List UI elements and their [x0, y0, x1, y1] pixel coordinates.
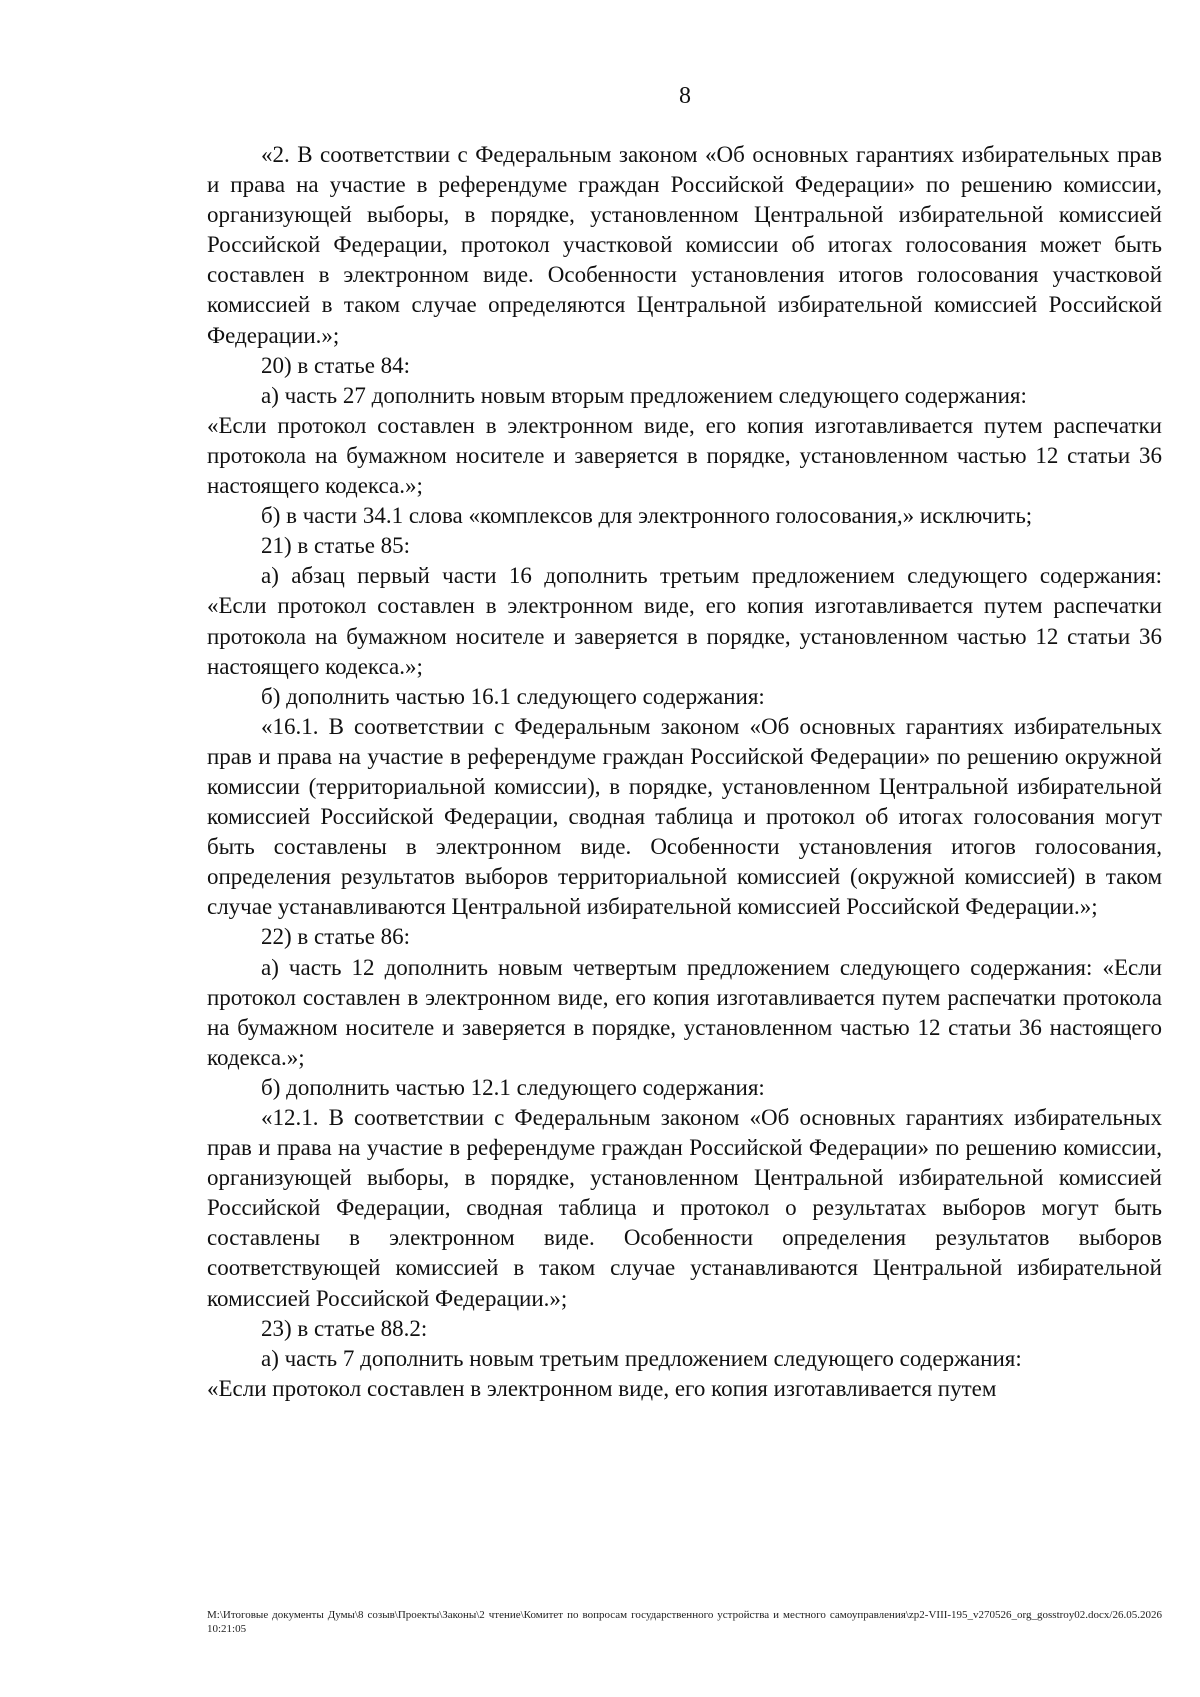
page-number: 8	[679, 83, 691, 109]
paragraph: «Если протокол составлен в электронном виде, его копия изготавливается путем	[207, 1375, 997, 1401]
paragraph: б) дополнить частью 16.1 следующего содержания:	[261, 683, 765, 709]
paragraph: «12.1. В соответствии с Федеральным законом «Об основных гарантиях избирательных прав и права на участие в референдуме граждан Российской Федерации» по решению комиссии, организующей выборы, в порядке, установленном Центральной избирательной комиссией Российской Федерации, сводная таблица и протокол о результатах выборов могут быть составлены в электронном виде. Особенности определения результатов выборов соответствующей комиссией в таком случае устанавливаются Центральной избирательной комиссией Российской Федерации.»;	[207, 1105, 1162, 1311]
paragraph: б) дополнить частью 12.1 следующего содержания:	[261, 1074, 765, 1100]
paragraph: «2. В соответствии с Федеральным законом «Об основных гарантиях избирательных прав и права на участие в референдуме граждан Российской Федерации» по решению комиссии, организующей выборы, в порядке, установленном Центральной избирательной комиссией Российской Федерации, протокол участковой комиссии об итогах голосования может быть составлен в электронном виде. Особенности установления итогов голосования участковой комиссией в таком случае определяются Центральной избирательной комиссией Российской Федерации.»;	[207, 142, 1162, 348]
paragraph: б) в части 34.1 слова «комплексов для электронного голосования,» исключить;	[261, 503, 1033, 529]
document-body	[207, 140, 1162, 1404]
paragraph: «Если протокол составлен в электронном виде, его копия изготавливается путем распечатки протокола на бумажном носителе и заверяется в порядке, установленном частью 12 статьи 36 настоящего кодекса.»;	[207, 412, 1162, 499]
paragraph: 21) в статье 85:	[261, 533, 411, 559]
file-path-footer: M:\Итоговые документы Думы\8 созыв\Проекты\Законы\2 чтение\Комитет по вопросам государственного устройства и местного самоуправления\zp2-VIII-195_v270526_org_gosstroy02.docx/26.05.2026 10:21:05	[207, 1609, 1162, 1635]
paragraph: 20) в статье 84:	[261, 352, 411, 378]
paragraph: а) часть 7 дополнить новым третьим предложением следующего содержания:	[261, 1345, 1022, 1371]
paragraph: 23) в статье 88.2:	[261, 1315, 428, 1341]
paragraph: 22) в статье 86:	[261, 924, 411, 950]
paragraph: а) часть 12 дополнить новым четвертым предложением следующего содержания: «Если протокол составлен в электронном виде, его копия изготавливается путем распечатки протокола на бумажном носителе и заверяется в порядке, установленном частью 12 статьи 36 настоящего кодекса.»;	[207, 954, 1162, 1070]
paragraph: «16.1. В соответствии с Федеральным законом «Об основных гарантиях избирательных прав и права на участие в референдуме граждан Российской Федерации» по решению окружной комиссии (территориальной комиссии), в порядке, установленном Центральной избирательной комиссией Российской Федерации, сводная таблица и протокол об итогах голосования могут быть составлены в электронном виде. Особенности установления итогов голосования, определения результатов выборов территориальной комиссией (окружной комиссией) в таком случае устанавливаются Центральной избирательной комиссией Российской Федерации.»;	[207, 713, 1162, 920]
paragraph: а) часть 27 дополнить новым вторым предложением следующего содержания:	[261, 382, 1027, 408]
paragraph: а) абзац первый части 16 дополнить третьим предложением следующего содержания: «Если протокол составлен в электронном виде, его копия изготавливается путем распечатки протокола на бумажном носителе и заверяется в порядке, установленном частью 12 статьи 36 настоящего кодекса.»;	[207, 563, 1162, 679]
